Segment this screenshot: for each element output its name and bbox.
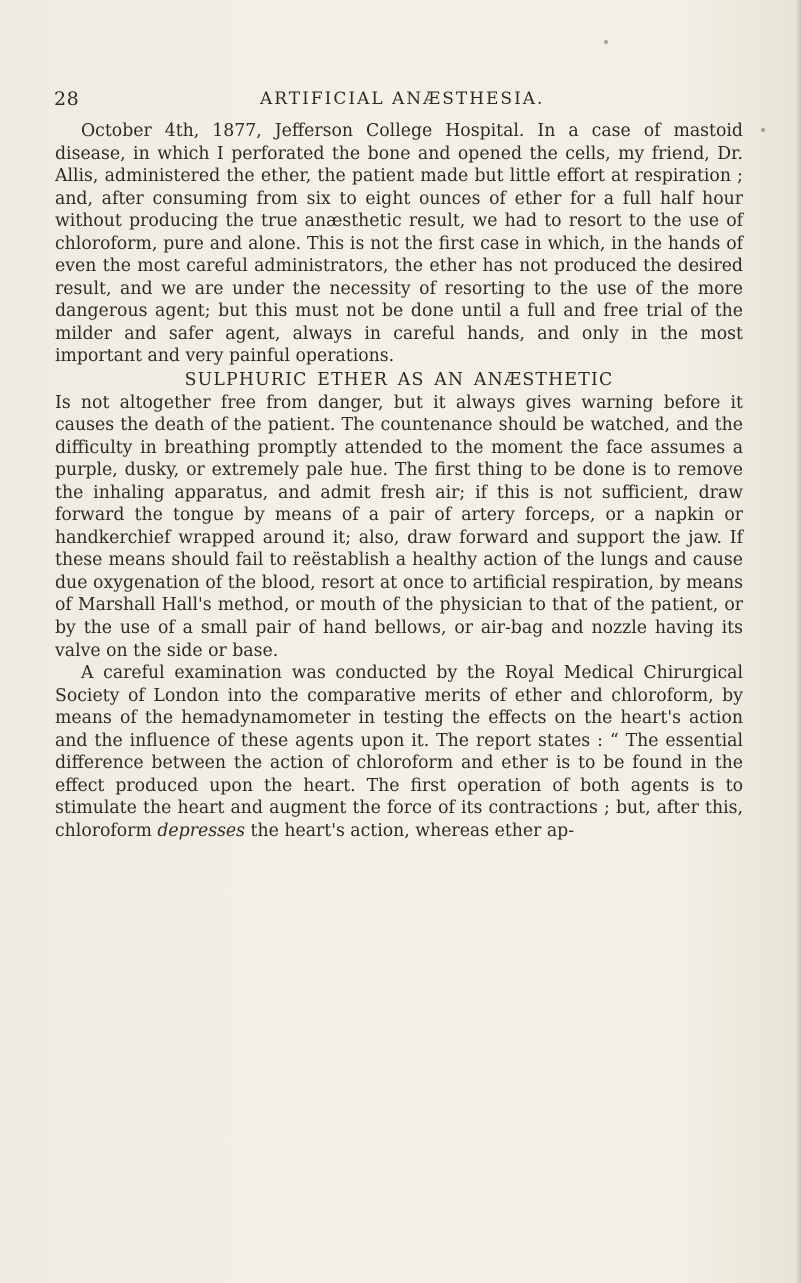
ink-speck xyxy=(761,128,765,132)
section-heading: SULPHURIC ETHER AS AN ANÆSTHETIC xyxy=(184,370,614,391)
ink-speck xyxy=(604,40,608,44)
paragraph-case-report: October 4th, 1877, Jefferson College Hospital. In a case of mastoid disease, in which I perforated the bone and opened the cells, my friend, Dr. Allis, administered the ether, the patient made but little effort at respiration ; and, after consuming from six to eight ounces of ether for a full half hour without producing the true anæsthetic result, we had to resort to the use of chloroform, pure and alone. This is not the first case in which, in the hands of even the most careful administrators, the ether has not produced the desired result, and we are under the necessity of resorting to the use of the more dangerous agent; but this must not be done until a full and free trial of the milder and safer agent, always in careful hands, and only in the most important and very painful operations. xyxy=(55,121,743,367)
paragraph-text: the heart's action, whereas ether ap- xyxy=(245,820,575,841)
paragraph-text: A careful examination was conducted by the Royal Medical Chirurgical Society of London into the comparative merits of ether and chloroform, by means of the hemadynamometer in testing the effects on the heart's action and the influence of these agents upon it. The report states : “ The essential difference between the action of chloroform and ether is to be found in the effect produced upon the heart. The first operation of both agents is to stimulate the heart and augment the force of its contractions ; but, after this, chloroform xyxy=(55,663,743,841)
running-head: ARTIFICIAL ANÆSTHESIA. xyxy=(260,89,545,109)
page-number: 28 xyxy=(54,88,80,110)
page-edge-shadow xyxy=(795,0,801,1283)
page-body xyxy=(55,120,743,843)
italic-word: depresses xyxy=(157,820,246,841)
paragraph-royal-society xyxy=(55,662,743,842)
paragraph-ether-danger: Is not altogether free from danger, but it always gives warning before it causes the death of the patient. The countenance should be watched, and the difficulty in breathing promptly attended to the moment the face assumes a purple, dusky, or extremely pale hue. The first thing to be done is to remove the inhaling apparatus, and admit fresh air; if this is not sufficient, draw forward the tongue by means of a pair of artery forceps, or a napkin or handkerchief wrapped around it; also, draw forward and support the jaw. If these means should fail to reëstablish a healthy action of the lungs and cause due oxygenation of the blood, resort at once to artificial respiration, by means of Marshall Hall's method, or mouth of the physician to that of the patient, or by the use of a small pair of hand bellows, or air-bag and nozzle having its valve on the side or base. xyxy=(55,392,743,661)
page-header xyxy=(54,88,742,112)
